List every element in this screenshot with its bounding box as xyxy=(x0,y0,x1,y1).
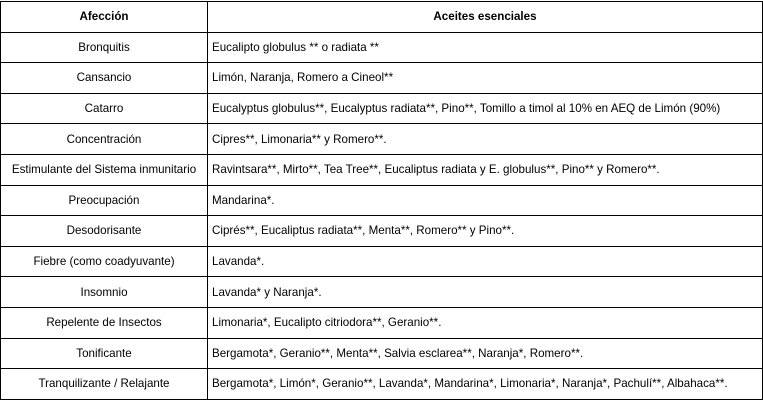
oils-cell: Limonaria*, Eucalipto citriodora**, Geranio**. xyxy=(208,307,763,338)
ailment-cell: Fiebre (como coadyuvante) xyxy=(1,246,208,277)
ailment-cell: Concentración xyxy=(1,124,208,155)
table-row xyxy=(1,124,763,155)
oils-cell: Mandarina*. xyxy=(208,185,763,216)
ailment-cell: Tranquilizante / Relajante xyxy=(1,369,208,400)
oils-cell: Cipres**, Limonaria** y Romero**. xyxy=(208,124,763,155)
table-row xyxy=(1,369,763,400)
ailment-cell: Preocupación xyxy=(1,185,208,216)
ailment-cell: Repelente de Insectos xyxy=(1,307,208,338)
oils-cell: Eucalyptus globulus**, Eucalyptus radiata**, Pino**, Tomillo a timol al 10% en AEQ de Limón (90%) xyxy=(208,93,763,124)
table-header xyxy=(1,2,763,33)
oils-cell: Bergamota*, Limón*, Geranio**, Lavanda*, Mandarina*, Limonaria*, Naranja*, Pachulí**, Albahaca**. xyxy=(208,369,763,400)
oils-cell: Ravintsara**, Mirto**, Tea Tree**, Eucaliptus radiata y E. globulus**, Pino** y Romero**. xyxy=(208,154,763,185)
ailment-cell: Bronquitis xyxy=(1,32,208,63)
table-row xyxy=(1,277,763,308)
essential-oils-table xyxy=(0,1,763,400)
header-essential-oils: Aceites esenciales xyxy=(208,2,763,33)
oils-cell: Eucalipto globulus ** o radiata ** xyxy=(208,32,763,63)
table-row xyxy=(1,246,763,277)
ailment-cell: Tonificante xyxy=(1,338,208,369)
table-row xyxy=(1,154,763,185)
ailment-cell: Estimulante del Sistema inmunitario xyxy=(1,154,208,185)
oils-cell: Lavanda* y Naranja*. xyxy=(208,277,763,308)
oils-cell: Lavanda*. xyxy=(208,246,763,277)
header-ailment: Afección xyxy=(1,2,208,33)
table-row xyxy=(1,93,763,124)
table-row xyxy=(1,338,763,369)
header-row xyxy=(1,2,763,33)
oils-cell: Bergamota*, Geranio**, Menta**, Salvia esclarea**, Naranja*, Romero**. xyxy=(208,338,763,369)
oils-cell: Ciprés**, Eucaliptus radiata**, Menta**, Romero** y Pino**. xyxy=(208,216,763,247)
ailment-cell: Cansancio xyxy=(1,63,208,94)
table-row xyxy=(1,63,763,94)
table-row xyxy=(1,216,763,247)
ailment-cell: Insomnio xyxy=(1,277,208,308)
table-body xyxy=(1,32,763,399)
table-row xyxy=(1,32,763,63)
ailment-cell: Desodorisante xyxy=(1,216,208,247)
ailment-cell: Catarro xyxy=(1,93,208,124)
table-row xyxy=(1,185,763,216)
oils-cell: Limón, Naranja, Romero a Cineol** xyxy=(208,63,763,94)
table-row xyxy=(1,307,763,338)
